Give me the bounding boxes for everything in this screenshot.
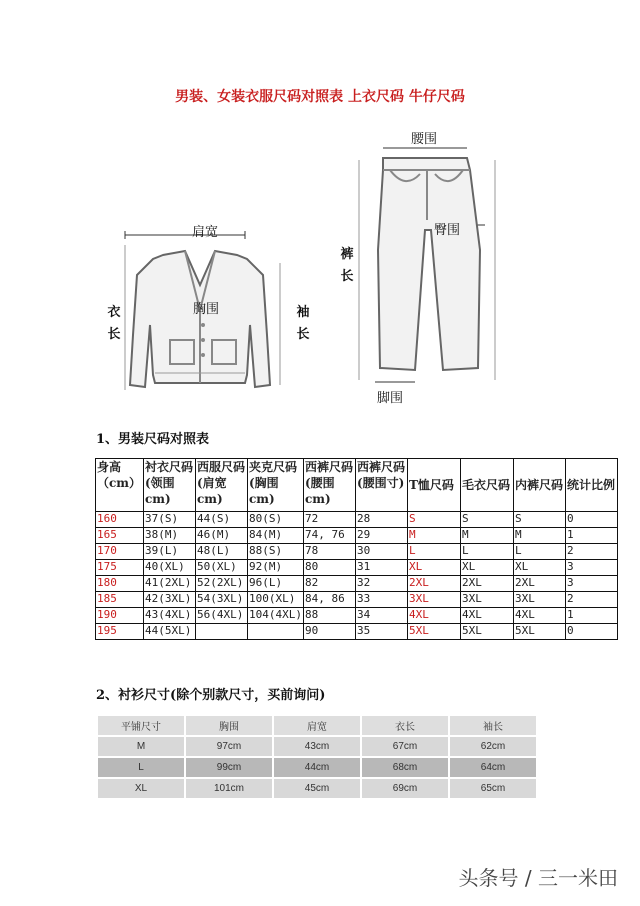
table-cell: 97cm (186, 737, 272, 756)
header-cell: 身高 （cm） (96, 459, 144, 512)
table-cell: 3XL (460, 592, 513, 608)
table-cell: 44cm (274, 758, 360, 777)
table-cell: 67cm (362, 737, 448, 756)
table-cell: 80 (303, 560, 355, 576)
table-cell: S (513, 512, 565, 528)
table-cell: M (460, 528, 513, 544)
table-cell: 54(3XL) (196, 592, 248, 608)
table-header-row (96, 459, 618, 512)
table-cell: 90 (303, 624, 355, 640)
table-cell: XL (407, 560, 460, 576)
table-cell: 4XL (407, 608, 460, 624)
table-cell: 35 (355, 624, 407, 640)
table-row (96, 608, 618, 624)
table-cell: 3 (565, 576, 617, 592)
table-header-row (98, 716, 536, 735)
header-cell: 衣长 (362, 716, 448, 735)
table-cell: 41(2XL) (144, 576, 196, 592)
table-cell: 65cm (450, 779, 536, 798)
table-cell: M (513, 528, 565, 544)
coat-length-label: 衣长 (107, 305, 121, 342)
table-cell: 62cm (450, 737, 536, 756)
sleeve-length-label: 袖长 (296, 305, 310, 342)
table-cell: 64cm (450, 758, 536, 777)
table-cell: 160 (96, 512, 144, 528)
table-cell: 52(2XL) (196, 576, 248, 592)
table-cell: M (98, 737, 184, 756)
table-cell: M (407, 528, 460, 544)
header-cell: 肩宽 (274, 716, 360, 735)
table-row (96, 576, 618, 592)
waist-label: 腰围 (411, 132, 438, 147)
table-cell: 44(S) (196, 512, 248, 528)
table-cell (248, 624, 304, 640)
table-cell: 33 (355, 592, 407, 608)
header-cell: 西服尺码(肩宽cm) (196, 459, 248, 512)
table-cell: 2XL (460, 576, 513, 592)
table-cell: 42(3XL) (144, 592, 196, 608)
table-cell: 185 (96, 592, 144, 608)
table-cell: 43cm (274, 737, 360, 756)
table-cell: 74, 76 (303, 528, 355, 544)
header-cell: 袖长 (450, 716, 536, 735)
table-cell: 37(S) (144, 512, 196, 528)
header-cell: 毛衣尺码 (460, 459, 513, 512)
table-cell: S (460, 512, 513, 528)
chest-label: 胸围 (193, 302, 220, 317)
table-cell: 40(XL) (144, 560, 196, 576)
table-row (98, 737, 536, 756)
table-cell: 100(XL) (248, 592, 304, 608)
table-cell: 3 (565, 560, 617, 576)
table-cell: 34 (355, 608, 407, 624)
header-cell: 内裤尺码 (513, 459, 565, 512)
table-cell: 28 (355, 512, 407, 528)
table-cell: L (98, 758, 184, 777)
table-cell: L (460, 544, 513, 560)
table-cell: 30 (355, 544, 407, 560)
table-row (96, 512, 618, 528)
watermark: 头条号 / 三一米田 (458, 866, 618, 890)
table-cell: 5XL (460, 624, 513, 640)
header-cell: T恤尺码 (407, 459, 460, 512)
trousers-illustration (345, 140, 510, 395)
table-cell: 56(4XL) (196, 608, 248, 624)
table-cell: 72 (303, 512, 355, 528)
table-cell: 43(4XL) (144, 608, 196, 624)
table-cell: 96(L) (248, 576, 304, 592)
table-cell: 165 (96, 528, 144, 544)
table-cell: 44(5XL) (144, 624, 196, 640)
header-cell: 统计比例 (565, 459, 617, 512)
table-cell: S (407, 512, 460, 528)
table-row (96, 560, 618, 576)
table-cell: XL (513, 560, 565, 576)
table-cell: 4XL (460, 608, 513, 624)
table-cell: 84(M) (248, 528, 304, 544)
table-cell: 48(L) (196, 544, 248, 560)
table-cell: 170 (96, 544, 144, 560)
table-cell: 3XL (407, 592, 460, 608)
table-cell: 88(S) (248, 544, 304, 560)
table-cell: 84, 86 (303, 592, 355, 608)
table-cell: L (407, 544, 460, 560)
table-cell: 180 (96, 576, 144, 592)
table-cell: 50(XL) (196, 560, 248, 576)
table-cell: 82 (303, 576, 355, 592)
table-row (96, 528, 618, 544)
header-cell: 西裤尺码(腰围cm) (303, 459, 355, 512)
table-cell: 2 (565, 544, 617, 560)
table-cell: 92(M) (248, 560, 304, 576)
table-cell: 104(4XL) (248, 608, 304, 624)
table-row (96, 544, 618, 560)
section2-heading: 2、衬衫尺寸(除个别款尺寸，买前询问) (96, 688, 326, 703)
table-cell: 39(L) (144, 544, 196, 560)
page-title: 男装、女装衣服尺码对照表 上衣尺码 牛仔尺码 (175, 89, 465, 105)
table-cell: 195 (96, 624, 144, 640)
shoulder-label: 肩宽 (192, 225, 219, 240)
table-row (98, 779, 536, 798)
table-cell: 5XL (513, 624, 565, 640)
table-cell: XL (98, 779, 184, 798)
table-cell: 1 (565, 528, 617, 544)
trouser-length-label: 裤长 (340, 247, 354, 284)
table-cell: 0 (565, 624, 617, 640)
table-cell: 45cm (274, 779, 360, 798)
table-cell: L (513, 544, 565, 560)
table-cell: 88 (303, 608, 355, 624)
table-cell: 0 (565, 512, 617, 528)
header-cell: 胸围 (186, 716, 272, 735)
table-cell: 101cm (186, 779, 272, 798)
trousers-diagram (345, 140, 510, 395)
header-cell: 衬衣尺码(领围cm) (144, 459, 196, 512)
table-cell (196, 624, 248, 640)
table-cell: 31 (355, 560, 407, 576)
table-cell: 3XL (513, 592, 565, 608)
table-cell: 2XL (407, 576, 460, 592)
table-cell: 69cm (362, 779, 448, 798)
table-row (96, 624, 618, 640)
table-cell: 99cm (186, 758, 272, 777)
table-row (96, 592, 618, 608)
table-cell: 46(M) (196, 528, 248, 544)
table-cell: 2 (565, 592, 617, 608)
header-cell: 西裤尺码(腰围寸) (355, 459, 407, 512)
table-cell: XL (460, 560, 513, 576)
table-cell: 29 (355, 528, 407, 544)
table-cell: 38(M) (144, 528, 196, 544)
table-cell: 80(S) (248, 512, 304, 528)
hem-label: 脚围 (377, 391, 404, 406)
table-cell: 190 (96, 608, 144, 624)
header-cell: 平铺尺寸 (98, 716, 184, 735)
table-cell: 4XL (513, 608, 565, 624)
table-cell: 175 (96, 560, 144, 576)
shirt-size-table (96, 714, 538, 800)
hip-label: 臀围 (434, 223, 461, 238)
table-cell: 32 (355, 576, 407, 592)
section1-heading: 1、男装尺码对照表 (96, 432, 210, 447)
mens-size-table (95, 458, 618, 640)
table-cell: 1 (565, 608, 617, 624)
table-cell: 2XL (513, 576, 565, 592)
table-cell: 5XL (407, 624, 460, 640)
header-cell: 夹克尺码(胸围cm) (248, 459, 304, 512)
table-cell: 68cm (362, 758, 448, 777)
table-row (98, 758, 536, 777)
table-cell: 78 (303, 544, 355, 560)
